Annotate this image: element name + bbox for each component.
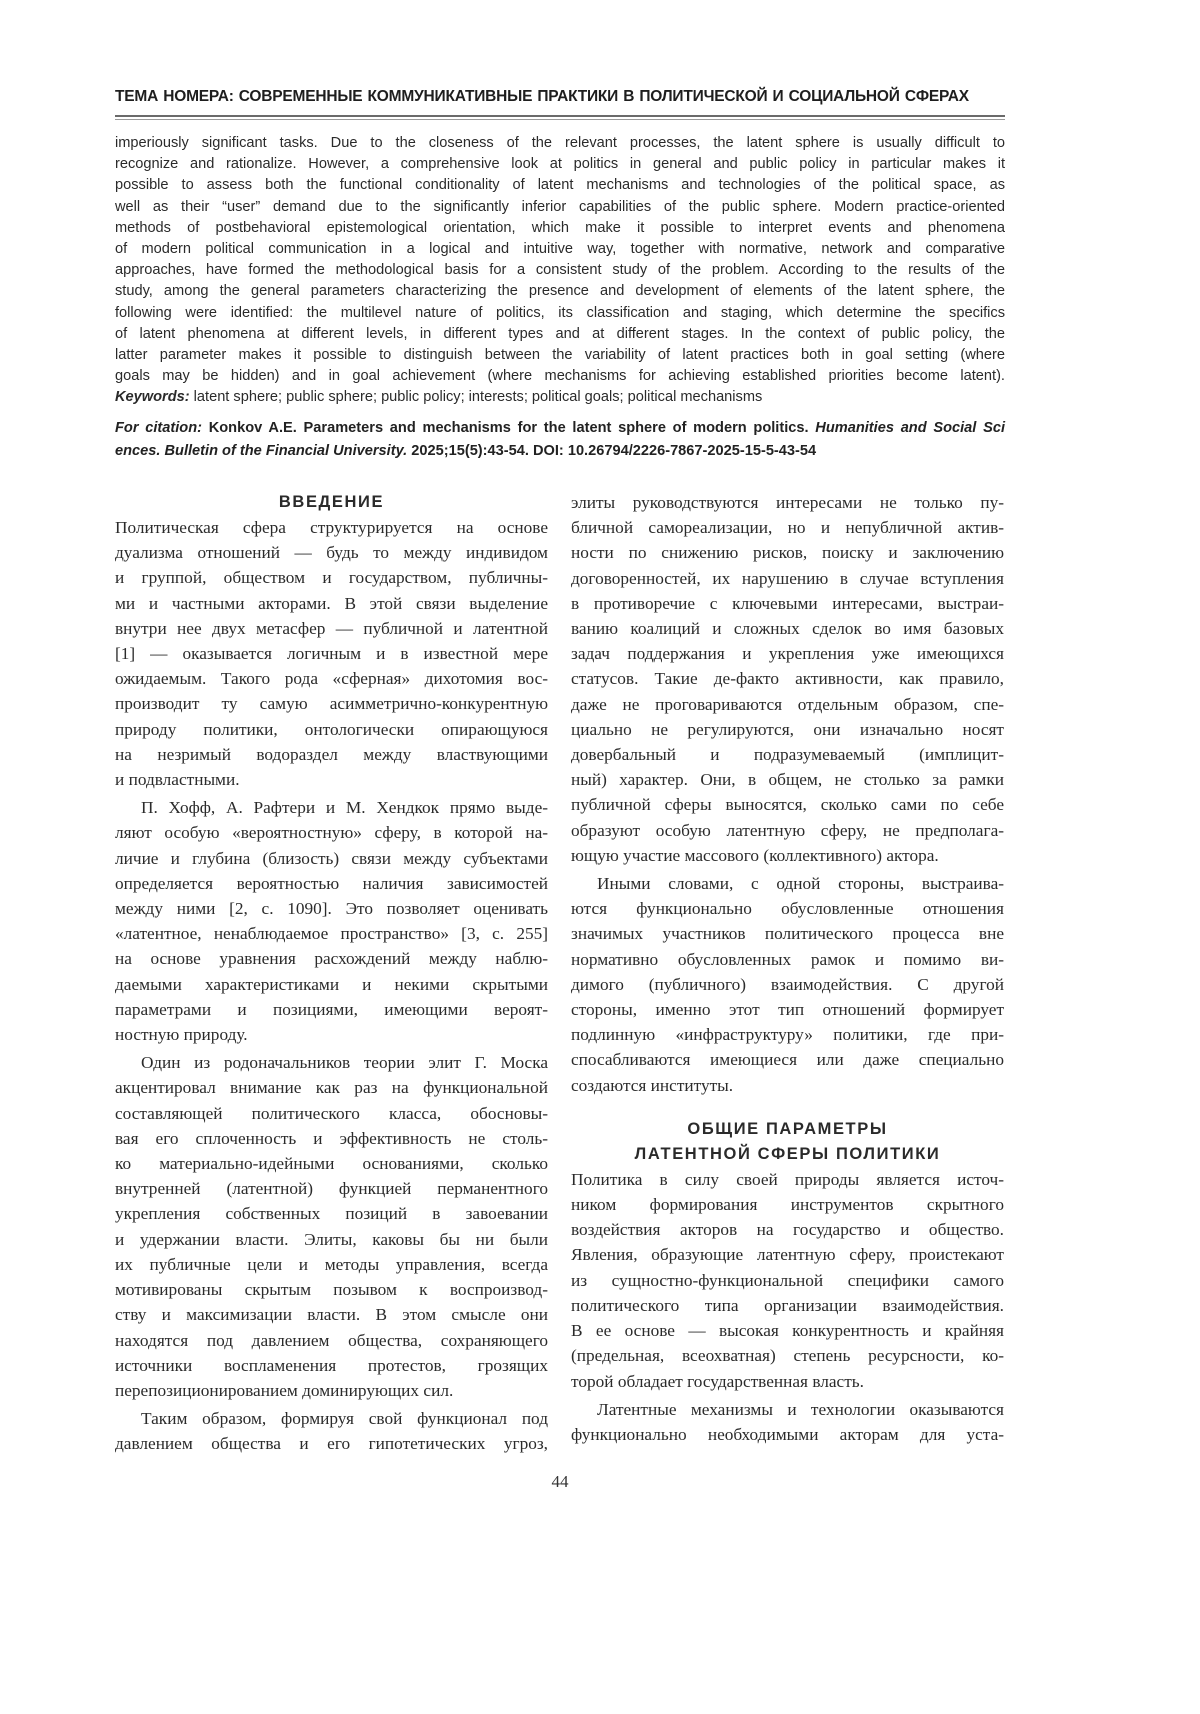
text-line: вая его сплоченность и эффективность не столь- xyxy=(115,1126,548,1151)
text-line: study, among the general parameters characterizing the presence and development of elements of the latent sphere, the xyxy=(115,281,1005,302)
text-line: imperiously significant tasks. Due to the closeness of the relevant processes, the latent sphere is usually difficult to xyxy=(115,133,1005,154)
text-line: и удержании власти. Элиты, каковы бы ни были xyxy=(115,1227,548,1252)
citation-line-1 xyxy=(115,417,1005,440)
keywords-line xyxy=(115,387,1005,408)
text-line: ко материально-идейными основаниями, сколько xyxy=(115,1151,548,1176)
text-line: политического типа организации взаимодействия. xyxy=(571,1293,1004,1318)
paragraph xyxy=(115,1050,548,1403)
paragraph xyxy=(571,490,1004,868)
text-line: создаются институты. xyxy=(571,1073,1004,1098)
text-line: Явления, образующие латентную сферу, проистекают xyxy=(571,1242,1004,1267)
text-line: ный) характер. Они, в общем, не столько за рамки xyxy=(571,767,1004,792)
right-column xyxy=(571,490,1004,1450)
text-line: образуют особую латентную сферу, не предполага- xyxy=(571,818,1004,843)
text-line: ляют особую «вероятностную» сферу, в которой на- xyxy=(115,820,548,845)
text-line: даемыми характеристиками и некими скрытыми xyxy=(115,972,548,997)
text-line: значимых участников политического процесса вне xyxy=(571,921,1004,946)
text-line: определяется вероятностью наличия зависимостей xyxy=(115,871,548,896)
text-line: димого (публичного) взаимодействия. С другой xyxy=(571,972,1004,997)
text-line: мотивированы скрытым позывом к воспроизвод- xyxy=(115,1277,548,1302)
citation xyxy=(115,417,1005,463)
text-line: в противоречие с ключевыми интересами, выстраи- xyxy=(571,591,1004,616)
page-number: 44 xyxy=(0,1472,1120,1492)
text-line: подлинную «инфраструктуру» политики, где при- xyxy=(571,1022,1004,1047)
text-line: нормативно обусловленных рамок и помимо ви- xyxy=(571,947,1004,972)
keywords-text: latent sphere; public sphere; public policy; interests; political goals; political mechanisms xyxy=(190,389,763,405)
abstract-body xyxy=(115,133,1005,387)
citation-text: Konkov A.E. Parameters and mechanisms for the latent sphere of modern politics. xyxy=(202,420,815,436)
text-line: ожидаемым. Такого рода «сферная» дихотомия вос- xyxy=(115,666,548,691)
text-line: источники воспламенения протестов, грозящих xyxy=(115,1353,548,1378)
citation-details: 2025;15(5):43-54. DOI: 10.26794/2226-7867-2025-15-5-43-54 xyxy=(407,443,816,459)
text-line: дуализма отношений — будь то между индивидом xyxy=(115,540,548,565)
keywords-label: Keywords: xyxy=(115,389,190,405)
text-line: природу политики, онтологически опирающуюся xyxy=(115,717,548,742)
text-line: на незримый водораздел между властвующими xyxy=(115,742,548,767)
text-line: параметрами и позициями, имеющими вероят- xyxy=(115,997,548,1022)
text-line: элиты руководствуются интересами не только пу- xyxy=(571,490,1004,515)
right-column-body-bottom xyxy=(571,1167,1004,1447)
text-line: following were identified: the multilevel nature of politics, its classification and staging, which determine the specifics xyxy=(115,303,1005,324)
paragraph xyxy=(571,1397,1004,1447)
text-line: ником формирования инструментов скрытного xyxy=(571,1192,1004,1217)
citation-label: For citation: xyxy=(115,420,202,436)
text-line: latter parameter makes it possible to distinguish between the variability of latent practices both in goal setting (where xyxy=(115,345,1005,366)
text-line: ющую участие массового (коллективного) актора. xyxy=(571,843,1004,868)
text-line: производит ту самую асимметрично-конкурентную xyxy=(115,691,548,716)
text-line: (предельная, всеохватная) степень ресурсности, ко- xyxy=(571,1343,1004,1368)
text-line: ностную природу. xyxy=(115,1022,548,1047)
text-line: из сущностно-функциональной специфики самого xyxy=(571,1268,1004,1293)
text-line: даже не проговариваются отдельным образом, спе- xyxy=(571,692,1004,717)
header-double-rule xyxy=(115,115,1005,120)
text-line: П. Хофф, А. Рафтери и М. Хендкок прямо выде- xyxy=(115,795,548,820)
text-line: recognize and rationalize. However, a comprehensive look at politics in general and public policy in particular makes it xyxy=(115,154,1005,175)
text-line: договоренностей, их нарушению в случае вступления xyxy=(571,566,1004,591)
text-line: публичной сферы выносятся, сколько сами по себе xyxy=(571,792,1004,817)
text-line: approaches, have formed the methodological basis for a consistent study of the problem. According to the results of the xyxy=(115,260,1005,281)
text-line: «латентное, ненаблюдаемое пространство» [3, с. 255] xyxy=(115,921,548,946)
text-line: of latent phenomena at different levels, in different types and at different stages. In the context of public policy, the xyxy=(115,324,1005,345)
paragraph xyxy=(571,871,1004,1098)
text-line: их публичные цели и методы управления, всегда xyxy=(115,1252,548,1277)
right-column-body-top xyxy=(571,490,1004,1098)
text-line: ности по снижению рисков, поиску и заключению xyxy=(571,540,1004,565)
text-line: ми и частными акторами. В этой связи выделение xyxy=(115,591,548,616)
text-line: функционально необходимыми акторам для уста- xyxy=(571,1422,1004,1447)
left-column-body xyxy=(115,515,548,1457)
text-line: акцентировал внимание как раз на функциональной xyxy=(115,1075,548,1100)
text-line: ству и максимизации власти. В этом смысле они xyxy=(115,1302,548,1327)
text-line: и группой, обществом и государством, публичны- xyxy=(115,565,548,590)
text-line: спосабливаются имеющиеся или даже специально xyxy=(571,1047,1004,1072)
text-line: внутренней (латентной) функцией перманентного xyxy=(115,1176,548,1201)
text-line: Иными словами, с одной стороны, выстраива- xyxy=(571,871,1004,896)
text-line: goals may be hidden) and in goal achievement (where mechanisms for achieving established priorities become latent). xyxy=(115,366,1005,387)
text-line: ванию коалиций и сложных сделок во имя базовых xyxy=(571,616,1004,641)
paragraph xyxy=(571,1167,1004,1394)
section-heading-introduction: ВВЕДЕНИЕ xyxy=(115,490,548,515)
text-line: of modern political communication in a logical and intuitive way, together with normative, network and comparative xyxy=(115,239,1005,260)
paragraph xyxy=(115,795,548,1047)
section-heading-line-1: ОБЩИЕ ПАРАМЕТРЫ xyxy=(571,1117,1004,1142)
paragraph xyxy=(115,515,548,792)
text-line: стороны, именно этот тип отношений формирует xyxy=(571,997,1004,1022)
text-line: циально не регулируются, они изначально носят xyxy=(571,717,1004,742)
left-column xyxy=(115,490,548,1460)
text-line: ются функционально обусловленные отношения xyxy=(571,896,1004,921)
text-line: Латентные механизмы и технологии оказываются xyxy=(571,1397,1004,1422)
text-line: воздействия акторов на государство и общество. xyxy=(571,1217,1004,1242)
text-line: бличной самореализации, но и непубличной актив- xyxy=(571,515,1004,540)
text-line: Таким образом, формируя свой функционал под xyxy=(115,1406,548,1431)
text-line: и подвластными. xyxy=(115,767,548,792)
text-line: внутри нее двух метасфер — публичной и латентной xyxy=(115,616,548,641)
citation-journal-part1: Humanities and Social Sci xyxy=(815,420,1005,436)
abstract xyxy=(115,133,1005,409)
text-line: В ее основе — высокая конкурентность и крайняя xyxy=(571,1318,1004,1343)
text-line: укрепления собственных позиций в завоевании xyxy=(115,1201,548,1226)
text-line: составляющей политического класса, обосновы- xyxy=(115,1101,548,1126)
text-line: на основе уравнения расхождений между наблю- xyxy=(115,946,548,971)
text-line: между ними [2, с. 1090]. Это позволяет оценивать xyxy=(115,896,548,921)
text-line: перепозиционированием доминирующих сил. xyxy=(115,1378,548,1403)
section-heading-line-2: ЛАТЕНТНОЙ СФЕРЫ ПОЛИТИКИ xyxy=(571,1142,1004,1167)
text-line: задач поддержания и укрепления уже имеющихся xyxy=(571,641,1004,666)
text-line: methods of postbehavioral epistemological orientation, which make it possible to interpret events and phenomena xyxy=(115,218,1005,239)
text-line: Один из родоначальников теории элит Г. Моска xyxy=(115,1050,548,1075)
running-header: ТЕМА НОМЕРА: СОВРЕМЕННЫЕ КОММУНИКАТИВНЫЕ ПРАКТИКИ В ПОЛИТИЧЕСКОЙ И СОЦИАЛЬНОЙ СФЕРАХ xyxy=(115,88,1005,106)
text-line: Политическая сфера структурируется на основе xyxy=(115,515,548,540)
text-line: довербальный и подразумеваемый (имплицит- xyxy=(571,742,1004,767)
text-line: находятся под давлением общества, сохраняющего xyxy=(115,1328,548,1353)
citation-journal-part2: ences. Bulletin of the Financial University. xyxy=(115,443,407,459)
text-line: статусов. Такие де-факто активности, как правило, xyxy=(571,666,1004,691)
text-line: [1] — оказывается логичным и в известной мере xyxy=(115,641,548,666)
paragraph xyxy=(115,1406,548,1456)
text-line: well as their “user” demand due to the significantly inferior capabilities of the public sphere. Modern practice-oriented xyxy=(115,197,1005,218)
text-line: давлением общества и его гипотетических угроз, xyxy=(115,1431,548,1456)
text-line: Политика в силу своей природы является источ- xyxy=(571,1167,1004,1192)
section-spacer xyxy=(571,1101,1004,1117)
text-line: торой обладает государственная власть. xyxy=(571,1369,1004,1394)
citation-line-2 xyxy=(115,440,1005,463)
text-line: possible to assess both the functional conditionality of latent mechanisms and technologies of the political space, as xyxy=(115,175,1005,196)
text-line: личие и глубина (близость) связи между субъектами xyxy=(115,846,548,871)
